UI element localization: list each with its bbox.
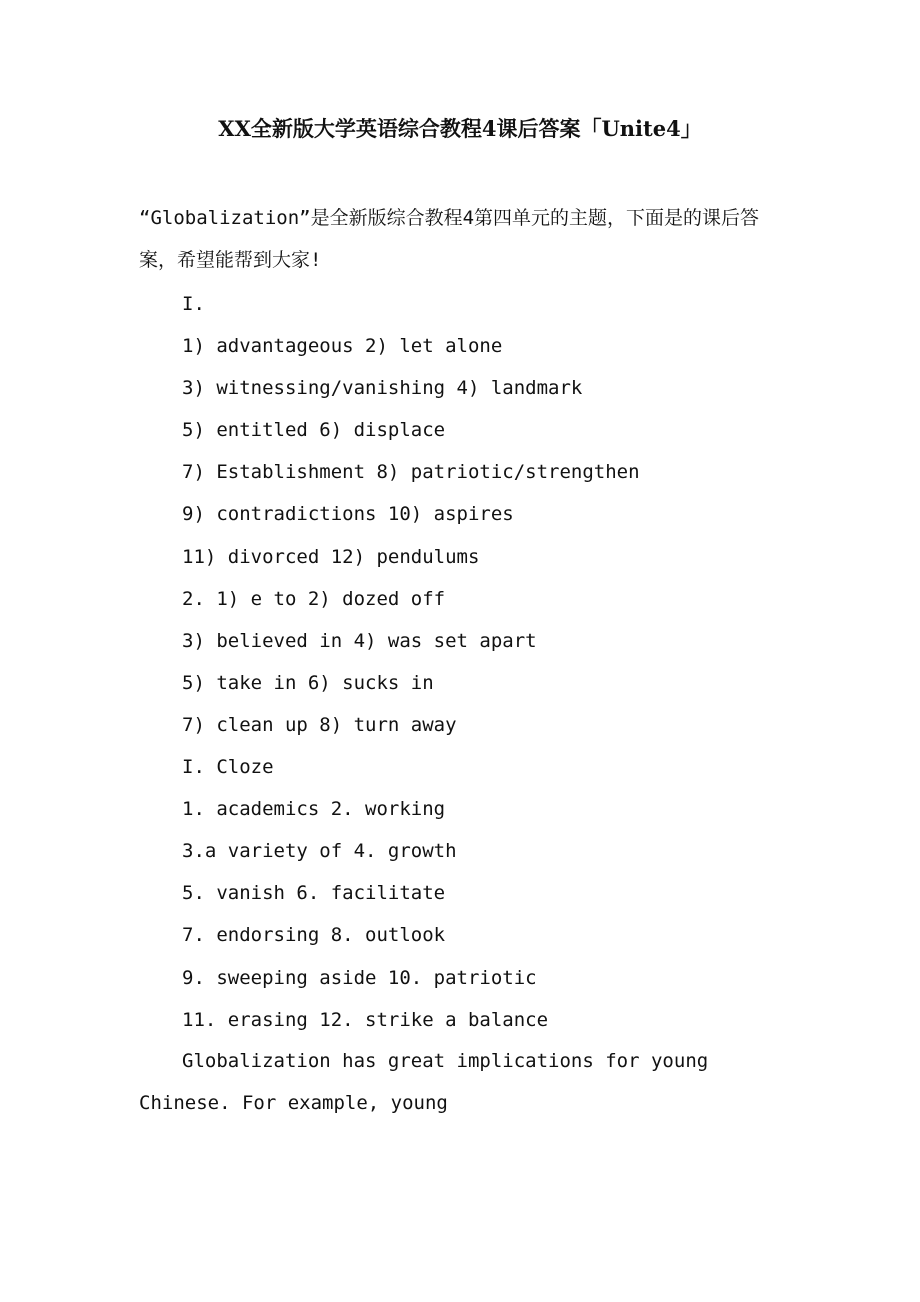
answer-line: 3) witnessing/vanishing 4) landmark: [182, 377, 583, 400]
intro-paragraph: “Globalization”是全新版综合教程4第四单元的主题，下面是的课后答案，希望能帮到大家!: [139, 207, 760, 271]
closing-paragraph: Globalization has great implications for young Chinese. For example, young: [139, 1050, 709, 1114]
answer-line: 5) entitled 6) displace: [182, 419, 446, 442]
answer-line: 7) clean up 8) turn away: [182, 713, 457, 736]
answer-line: I.: [182, 293, 205, 315]
answer-line: 5. vanish 6. facilitate: [182, 882, 446, 905]
answer-line: 2. 1) e to 2) dozed off: [182, 587, 446, 610]
answer-line: 1) advantageous 2) let alone: [182, 335, 503, 358]
answer-line: 3.a variety of 4. growth: [182, 840, 457, 863]
answer-line: 7) Establishment 8) patriotic/strengthen: [182, 461, 640, 484]
answer-line: 9. sweeping aside 10. patriotic: [182, 966, 537, 989]
document-title: XX全新版大学英语综合教程4课后答案「Unite4」: [218, 116, 702, 141]
answer-line: I. Cloze: [182, 756, 274, 779]
answer-line: 11. erasing 12. strike a balance: [182, 1008, 549, 1031]
answer-line: 7. endorsing 8. outlook: [182, 924, 446, 947]
answer-line: 3) believed in 4) was set apart: [182, 629, 537, 652]
answer-line: 9) contradictions 10) aspires: [182, 503, 514, 526]
answer-line: 11) divorced 12) pendulums: [182, 545, 480, 568]
answer-line: 1. academics 2. working: [182, 798, 446, 821]
answer-list: [182, 283, 640, 1041]
answer-line: 5) take in 6) sucks in: [182, 671, 434, 694]
